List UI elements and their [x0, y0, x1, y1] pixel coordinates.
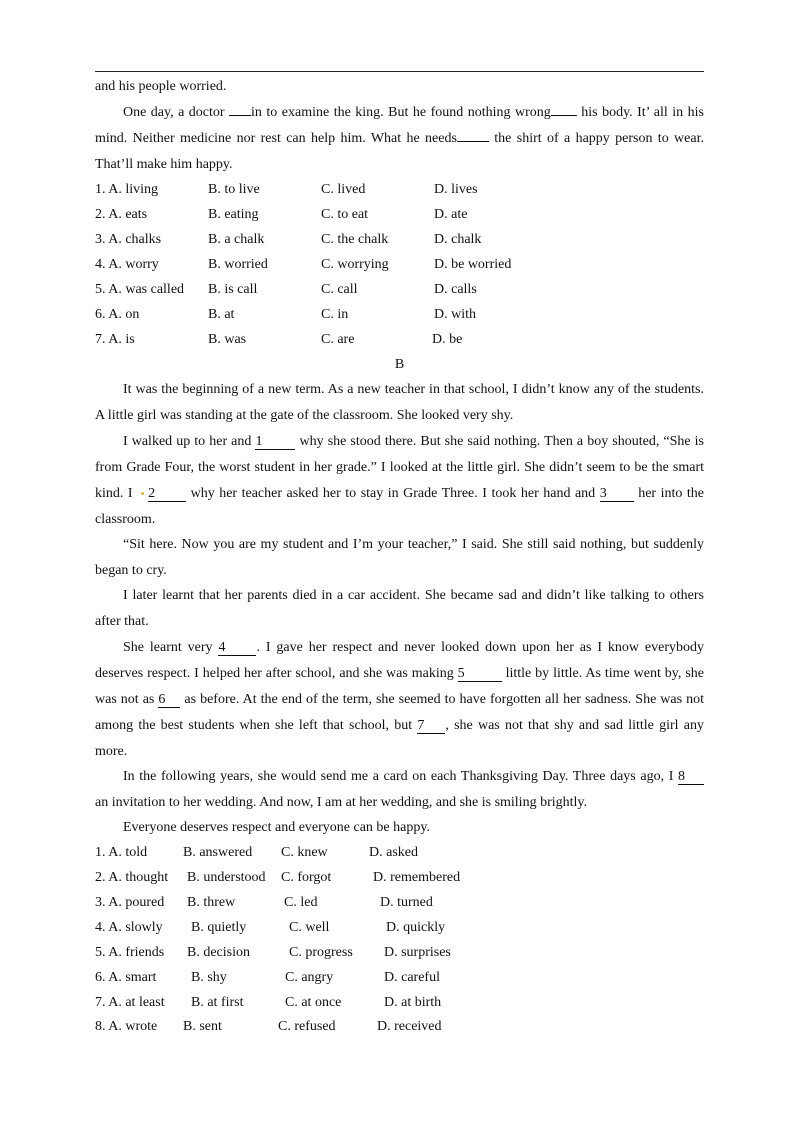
passage-a-line: One day, a doctor in to examine the king. But he found nothing wrong his body. It’ all in his: [123, 105, 704, 120]
question-a-2-option-a[interactable]: 2. A. eats: [95, 207, 148, 222]
passage-b-line: was not as 6 as before. At the end of the term, she seemed to have forgotten all her sadness. She was not: [95, 692, 704, 707]
question-b-8-option-c[interactable]: C. refused: [278, 1019, 336, 1034]
passage-a-line: That’ll make him happy.: [95, 157, 233, 172]
passage-b-line: It was the beginning of a new term. As a new teacher in that school, I didn’t know any of the students.: [123, 382, 704, 397]
answer-blank[interactable]: 5: [458, 666, 502, 682]
question-b-6-option-c[interactable]: C. angry: [285, 970, 334, 985]
question-a-7-option-b[interactable]: B. was: [208, 332, 247, 347]
question-a-2-option-b[interactable]: B. eating: [208, 207, 259, 222]
question-b-1-option-b[interactable]: B. answered: [183, 845, 253, 860]
passage-b-line: She learnt very 4 . I gave her respect and never looked down upon her as I know everybody: [123, 640, 704, 655]
passage-b-line: from Grade Four, the worst student in her grade.” I looked at the little girl. She didn’t seem to be the smart: [95, 460, 704, 475]
question-a-2-option-c[interactable]: C. to eat: [321, 207, 369, 222]
question-a-5-option-d[interactable]: D. calls: [434, 282, 477, 297]
question-b-5-option-d[interactable]: D. surprises: [384, 945, 451, 960]
section-b-heading: B: [394, 357, 405, 372]
question-b-2-option-d[interactable]: D. remembered: [373, 870, 461, 885]
question-b-4-option-c[interactable]: C. well: [289, 920, 330, 935]
passage-b-line: “Sit here. Now you are my student and I’m your teacher,” I said. She still said nothing, but suddenly: [123, 537, 704, 552]
passage-b-line: kind. I 2 why her teacher asked her to stay in Grade Three. I took her hand and 3 her into the: [95, 486, 704, 501]
answer-blank[interactable]: [551, 115, 577, 116]
question-b-8-option-b[interactable]: B. sent: [183, 1019, 222, 1034]
answer-blank[interactable]: 6: [158, 692, 180, 708]
question-a-5-option-c[interactable]: C. call: [321, 282, 358, 297]
answer-blank[interactable]: 8: [678, 769, 704, 785]
answer-blank[interactable]: 4: [218, 640, 256, 656]
question-a-3-option-d[interactable]: D. chalk: [434, 232, 482, 247]
question-b-7-option-d[interactable]: D. at birth: [384, 995, 442, 1010]
answer-blank[interactable]: [229, 115, 251, 116]
question-a-3-option-c[interactable]: C. the chalk: [321, 232, 389, 247]
question-b-7-option-c[interactable]: C. at once: [285, 995, 342, 1010]
question-b-2-option-b[interactable]: B. understood: [187, 870, 266, 885]
question-a-6-option-d[interactable]: D. with: [434, 307, 476, 322]
question-a-4-option-c[interactable]: C. worrying: [321, 257, 389, 272]
question-b-1-option-c[interactable]: C. knew: [281, 845, 328, 860]
question-b-4-option-a[interactable]: 4. A. slowly: [95, 920, 163, 935]
question-a-7-option-d[interactable]: D. be: [432, 332, 463, 347]
question-a-1-option-d[interactable]: D. lives: [434, 182, 478, 197]
passage-b-line: an invitation to her wedding. And now, I am at her wedding, and she is smiling brightly.: [95, 795, 587, 810]
answer-blank[interactable]: 2: [148, 486, 186, 502]
passage-b-line: classroom.: [95, 512, 156, 527]
passage-a-line: and his people worried.: [95, 79, 227, 94]
question-a-6-option-c[interactable]: C. in: [321, 307, 349, 322]
passage-b-line: I walked up to her and 1 why she stood there. But she said nothing. Then a boy shouted, “She is: [123, 434, 705, 449]
question-b-1-option-a[interactable]: 1. A. told: [95, 845, 148, 860]
passage-a-line: mind. Neither medicine nor rest can help him. What he needs the shirt of a happy person to wear.: [95, 131, 704, 146]
question-a-2-option-d[interactable]: D. ate: [434, 207, 468, 222]
passage-b-line: more.: [95, 744, 128, 759]
question-b-7-option-b[interactable]: B. at first: [191, 995, 244, 1010]
passage-b-line: deserves respect. I helped her after school, and she was making 5 little by little. As time went by, she: [95, 666, 704, 681]
passage-b-line: I later learnt that her parents died in a car accident. She became sad and didn’t like talking to others: [123, 588, 704, 603]
question-a-6-option-b[interactable]: B. at: [208, 307, 235, 322]
question-a-4-option-d[interactable]: D. be worried: [434, 257, 512, 272]
question-b-6-option-b[interactable]: B. shy: [191, 970, 227, 985]
passage-b-line: began to cry.: [95, 563, 167, 578]
answer-blank[interactable]: 3: [600, 486, 634, 502]
question-b-4-option-d[interactable]: D. quickly: [386, 920, 446, 935]
highlight-dot: [141, 492, 144, 495]
question-a-5-option-a[interactable]: 5. A. was called: [95, 282, 185, 297]
question-b-6-option-d[interactable]: D. careful: [384, 970, 440, 985]
passage-b-line: among the best students when she left that school, but 7 , she was not that shy and sad little girl any: [95, 718, 704, 733]
question-a-7-option-a[interactable]: 7. A. is: [95, 332, 135, 347]
question-b-8-option-d[interactable]: D. received: [377, 1019, 442, 1034]
passage-b-line: after that.: [95, 614, 149, 629]
question-b-5-option-a[interactable]: 5. A. friends: [95, 945, 165, 960]
question-a-4-option-b[interactable]: B. worried: [208, 257, 268, 272]
question-b-6-option-a[interactable]: 6. A. smart: [95, 970, 157, 985]
answer-blank[interactable]: 7: [417, 718, 445, 734]
question-b-1-option-d[interactable]: D. asked: [369, 845, 418, 860]
question-b-7-option-a[interactable]: 7. A. at least: [95, 995, 165, 1010]
question-a-1-option-b[interactable]: B. to live: [208, 182, 260, 197]
question-a-1-option-c[interactable]: C. lived: [321, 182, 366, 197]
question-a-3-option-a[interactable]: 3. A. chalks: [95, 232, 162, 247]
question-b-3-option-d[interactable]: D. turned: [380, 895, 433, 910]
question-b-5-option-c[interactable]: C. progress: [289, 945, 353, 960]
passage-b-line: A little girl was standing at the gate of the classroom. She looked very shy.: [95, 408, 514, 423]
question-a-4-option-a[interactable]: 4. A. worry: [95, 257, 159, 272]
answer-blank[interactable]: [457, 141, 489, 142]
question-b-3-option-a[interactable]: 3. A. poured: [95, 895, 165, 910]
passage-b-line: Everyone deserves respect and everyone can be happy.: [123, 820, 430, 835]
passage-b-line: In the following years, she would send me a card on each Thanksgiving Day. Three days ago, I 8: [123, 768, 704, 786]
question-b-2-option-c[interactable]: C. forgot: [281, 870, 332, 885]
question-a-1-option-a[interactable]: 1. A. living: [95, 182, 159, 197]
question-b-8-option-a[interactable]: 8. A. wrote: [95, 1019, 158, 1034]
question-b-4-option-b[interactable]: B. quietly: [191, 920, 247, 935]
answer-blank[interactable]: 1: [255, 434, 295, 450]
question-a-6-option-a[interactable]: 6. A. on: [95, 307, 140, 322]
question-b-3-option-b[interactable]: B. threw: [187, 895, 236, 910]
header-rule: [95, 71, 704, 72]
question-b-5-option-b[interactable]: B. decision: [187, 945, 250, 960]
question-b-2-option-a[interactable]: 2. A. thought: [95, 870, 169, 885]
question-a-5-option-b[interactable]: B. is call: [208, 282, 258, 297]
question-a-3-option-b[interactable]: B. a chalk: [208, 232, 265, 247]
question-b-3-option-c[interactable]: C. led: [284, 895, 318, 910]
question-a-7-option-c[interactable]: C. are: [321, 332, 355, 347]
